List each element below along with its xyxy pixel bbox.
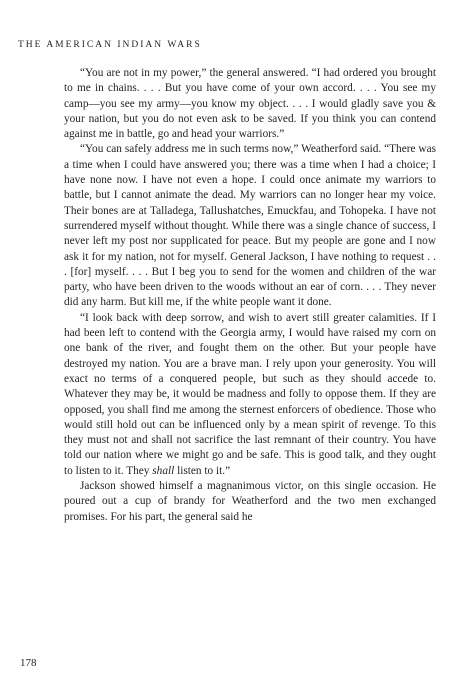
paragraph-3: [64, 311, 436, 479]
paragraph-1-text: “You are not in my power,” the general answered. “I had ordered you brought to me in chains. . . . But you have come of your own accord. . . . You see my camp—you see my army—you know my object. . . . I would gladly save you & your nation, but you do not even ask to be saved. If you think you can contend against me in battle, go and head your warriors.”: [64, 67, 436, 141]
paragraph-4: [64, 479, 436, 525]
running-head: THE AMERICAN INDIAN WARS: [18, 40, 202, 50]
paragraph-1: [64, 66, 436, 142]
page-number: 178: [20, 657, 37, 669]
paragraph-3-italic-emphasis: shall: [152, 464, 175, 477]
paragraph-3-text-b: listen to it.”: [174, 464, 231, 477]
paragraph-2-text: “You can safely address me in such terms now,” Weatherford said. “There was a time when I could have answered you; there was a time when I had a choice; I have none now. I have not even a hope. I could once animate my warriors to battle, but I cannot animate the dead. My warriors can no longer hear my voice. Their bones are at Talladega, Tallushatches, Emuckfau, and Tohopeka. I have not surrendered myself without thought. While there was a single chance of success, I never left my post nor supplicated for peace. But my people are gone and I now ask it for my nation, not for myself. General Jackson, I have nothing to request . . . [for] myself. . . . But I beg you to send for the women and children of the war party, who have been driven to the woods without an ear of corn. . . . They never did any harm. But kill me, if the white people want it done.: [64, 143, 436, 309]
paragraph-3-text-a: “I look back with deep sorrow, and wish to avert still greater calamities. If I had been left to contend with the Georgia army, I would have raised my corn on one bank of the river, and fought them on the other. But your people have destroyed my nation. You are a brave man. I rely upon your generosity. You will exact no terms of a conquered people, but such as they should accede to. Whatever they may be, it would be madness and folly to oppose them. If they are opposed, you shall find me among the sternest enforcers of obedience. Those who would still hold out can be influenced only by a mean spirit of revenge. To this they must not and shall not sacrifice the last remnant of their country. You have told our nation where we might go and be safe. This is good talk, and they ought to listen to it. They: [64, 311, 436, 477]
body-text: [64, 66, 436, 525]
paragraph-4-text: Jackson showed himself a magnanimous victor, on this single occasion. He poured out a cup of brandy for Weatherford and the two men exchanged promises. For his part, the general said he: [64, 480, 436, 523]
paragraph-2: [64, 142, 436, 310]
